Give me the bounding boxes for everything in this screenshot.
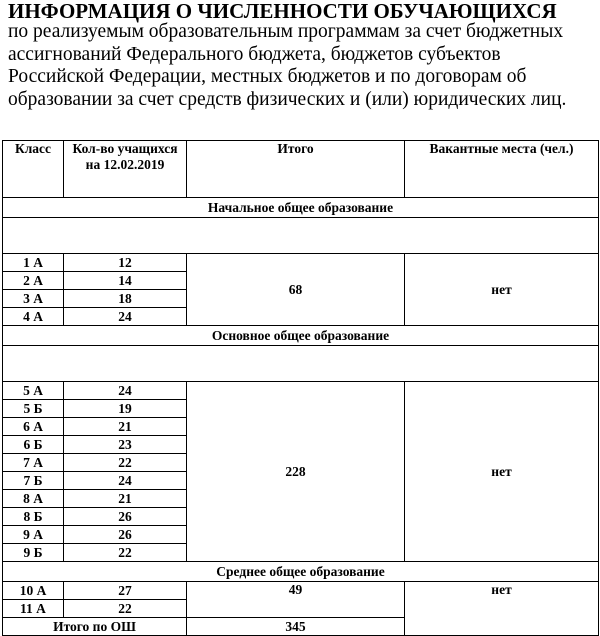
count-cell: 22 — [64, 600, 187, 618]
table-row — [3, 254, 599, 272]
spacer-cell — [3, 346, 599, 382]
grand-total-value: 345 — [187, 618, 405, 636]
header-total: Итого — [187, 141, 405, 198]
header-class: Класс — [3, 141, 64, 198]
count-cell: 21 — [64, 418, 187, 436]
section-row — [3, 562, 599, 582]
count-cell: 22 — [64, 454, 187, 472]
class-cell: 7 А — [3, 454, 64, 472]
class-cell: 5 Б — [3, 400, 64, 418]
section-row — [3, 326, 599, 346]
count-cell: 24 — [64, 472, 187, 490]
page-subtitle: по реализуемым образовательным программам за счет бюджетных ассигнований Федерального бюджета, бюджетов субъектов Российской Федерации, местных бюджетов и по договорам об образовании за счет средств физических и (или) юридических лиц. — [8, 21, 567, 110]
class-cell: 7 Б — [3, 472, 64, 490]
class-cell: 8 Б — [3, 508, 64, 526]
page-title: ИНФОРМАЦИЯ О ЧИСЛЕННОСТИ ОБУЧАЮЩИХСЯ — [8, 0, 557, 23]
count-cell: 14 — [64, 272, 187, 290]
table-row — [3, 582, 599, 600]
students-table — [2, 140, 599, 636]
section-vacant-secondary: нет — [405, 582, 599, 636]
spacer-row — [3, 218, 599, 254]
class-cell: 4 А — [3, 308, 64, 326]
section-title-primary: Начальное общее образование — [3, 198, 599, 218]
class-cell: 8 А — [3, 490, 64, 508]
class-cell: 6 Б — [3, 436, 64, 454]
class-cell: 3 А — [3, 290, 64, 308]
count-cell: 27 — [64, 582, 187, 600]
header-count: Кол-во учащихся на 12.02.2019 — [64, 141, 187, 198]
header-row — [3, 141, 599, 198]
class-cell: 5 А — [3, 382, 64, 400]
class-cell: 6 А — [3, 418, 64, 436]
class-cell: 1 А — [3, 254, 64, 272]
count-cell: 23 — [64, 436, 187, 454]
section-total-primary: 68 — [187, 254, 405, 326]
count-cell: 21 — [64, 490, 187, 508]
count-cell: 18 — [64, 290, 187, 308]
count-cell: 26 — [64, 526, 187, 544]
count-cell: 12 — [64, 254, 187, 272]
class-cell: 11 А — [3, 600, 64, 618]
count-cell: 19 — [64, 400, 187, 418]
spacer-row — [3, 346, 599, 382]
section-vacant-primary: нет — [405, 254, 599, 326]
section-title-secondary: Среднее общее образование — [3, 562, 599, 582]
class-cell: 9 А — [3, 526, 64, 544]
header-vacant: Вакантные места (чел.) — [405, 141, 599, 198]
class-cell: 2 А — [3, 272, 64, 290]
class-cell: 10 А — [3, 582, 64, 600]
grand-total-label: Итого по ОШ — [3, 618, 187, 636]
count-cell: 22 — [64, 544, 187, 562]
spacer-cell — [3, 218, 599, 254]
table-row — [3, 382, 599, 400]
section-title-basic: Основное общее образование — [3, 326, 599, 346]
class-cell: 9 Б — [3, 544, 64, 562]
count-cell: 24 — [64, 382, 187, 400]
count-cell: 26 — [64, 508, 187, 526]
section-row — [3, 198, 599, 218]
section-total-secondary: 49 — [187, 582, 405, 618]
section-vacant-basic: нет — [405, 382, 599, 562]
count-cell: 24 — [64, 308, 187, 326]
section-total-basic: 228 — [187, 382, 405, 562]
